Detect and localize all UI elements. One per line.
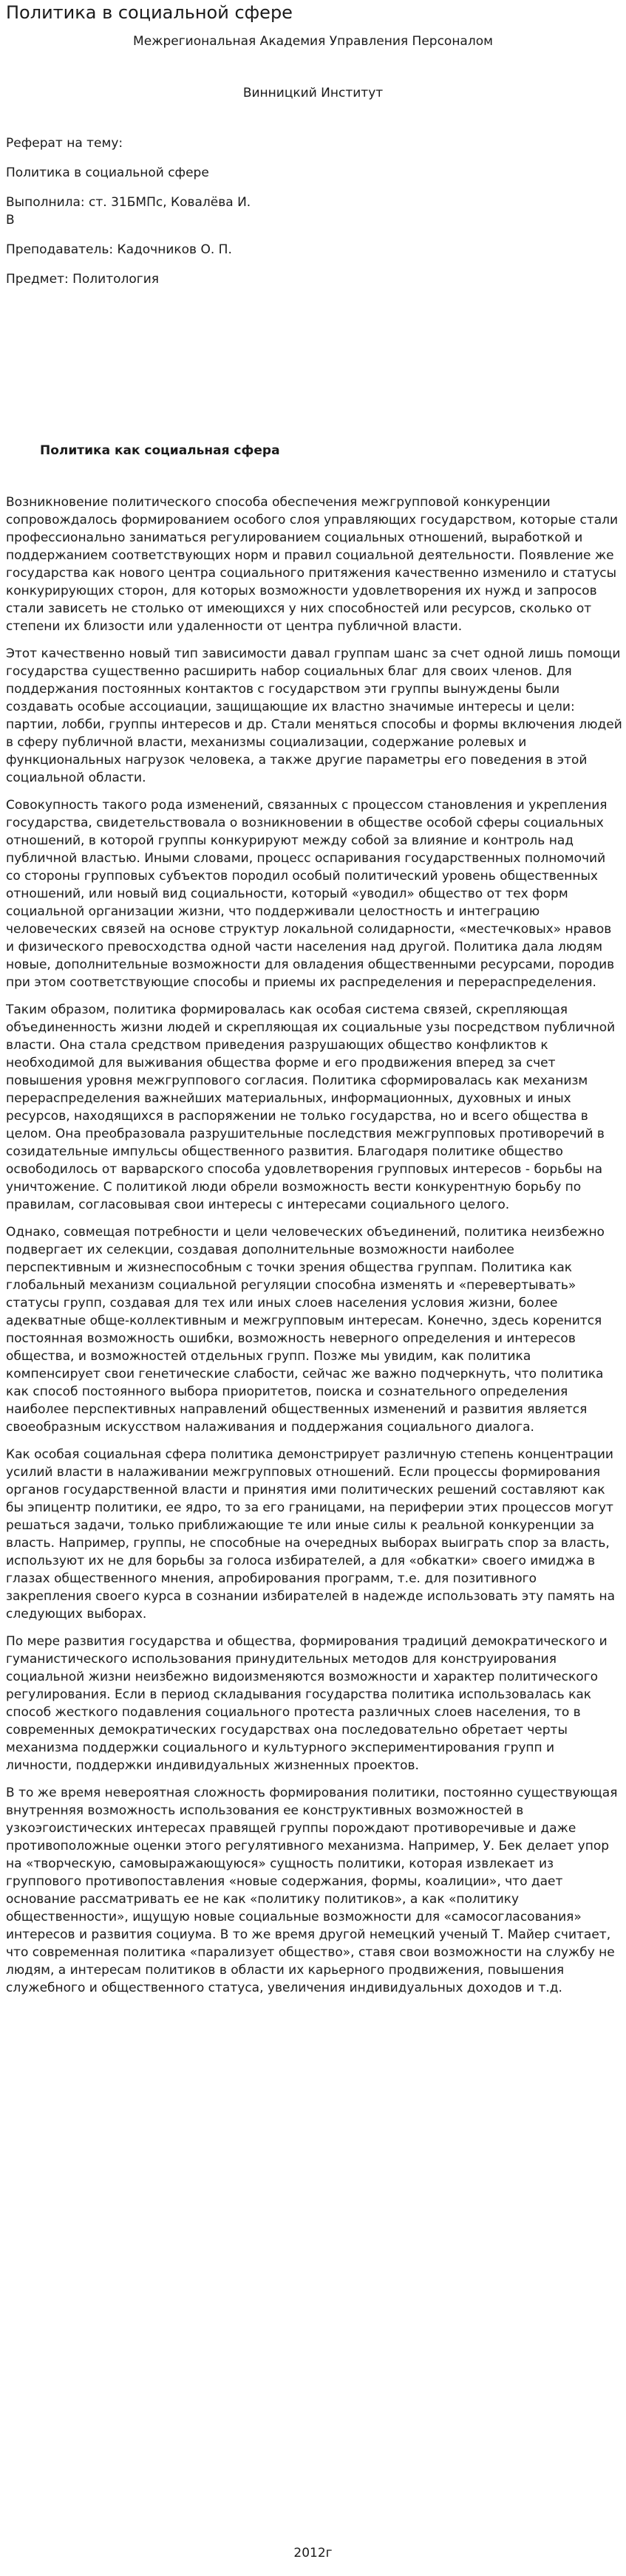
essay-topic: Политика в социальной сфере bbox=[6, 165, 209, 180]
essay-label: Реферат на тему: bbox=[6, 136, 123, 151]
paragraph: Возникновение политического способа обеспечения межгрупповой конкуренции сопровождалось формированием особого слоя управляющих государством, которые стали профессионально заниматься регулированием социальных отношений, выработкой и поддержанием соответствующих норм и правил социальной деятельности. Появление же государства как нового центра социального притяжения качественно изменило и статусы конкурирующих сторон, для которых возможности удовлетворения их нужд и запросов стали зависеть не столько от имеющихся у них способностей или ресурсов, сколько от степени их близости или удаленности от центра публичной власти. bbox=[6, 495, 619, 634]
institution-name: Межрегиональная Академия Управления Персоналом bbox=[133, 34, 493, 49]
teacher-line: Преподаватель: Кадочников О. П. bbox=[6, 242, 232, 257]
paragraph: Однако, совмещая потребности и цели человеческих объединений, политика неизбежно подвергает их селекции, создавая дополнительные возможности наиболее перспективным и жизнеспособным с точки зрения общества группам. Политика как глобальный механизм социальной регуляции способна изменять и «перевертывать» статусы групп, создавая для тех или иных слоев населения условия жизни, более адекватные обще-коллективным и межгрупповым интересам. Конечно, здесь коренится постоянная возможность ошибки, возможность неверного определения и интересов общества, и возможностей отдельных групп. Позже мы увидим, как политика компенсирует свои генетические слабости, сейчас же важно подчеркнуть, что политика как способ постоянного выбора приоритетов, поиска и сознательного определения наиболее перспективных направлений общественных изменений и развития является своеобразным искусством налаживания и поддержания социального диалога. bbox=[6, 1225, 605, 1435]
author-line: Выполнила: ст. 31БМПс, Ковалёва И. bbox=[6, 195, 251, 210]
paragraph: Совокупность такого рода изменений, связанных с процессом становления и укрепления государства, свидетельствовала о возникновении в обществе особой сферы социальных отношений, в которой группы конкурируют между собой за влияние и контроль над публичной властью. Иными словами, процесс оспаривания государственных полномочий со стороны групповых субъектов породил особый политический уровень общественных отношений, или новый вид социальности, который «уводил» общество от тех форм социальной организации жизни, что поддерживали целостность и интеграцию человеческих связей на основе структур локальной солидарности, «местечковых» нравов и физического превосходства одной части населения над другой. Политика дала людям новые, дополнительные возможности для овладения общественными ресурсами, породив при этом соответствующие способы и приемы их распределения и перераспределения. bbox=[6, 798, 615, 990]
paragraph: Таким образом, политика формировалась как особая система связей, скрепляющая объединенность жизни людей и скрепляющая их социальные узы посредством публичной власти. Она стала средством приведения разрушающих общество конфликтов к необходимой для выживания общества форме и его продвижения вперед за счет повышения уровня межгруппового согласия. Политика сформировалась как механизм перераспределения важнейших материальных, информационных, духовных и иных ресурсов, находящихся в распоряжении не только государства, но и всего общества в целом. Она преобразовала разрушительные последствия межгрупповых противоречий в созидательные импульсы общественного развития. Благодаря политике общество освободилось от варварского способа удовлетворения групповых интересов - борьбы на уничтожение. С политикой люди обрели возможность вести конкурентную борьбу по правилам, согласовывая свои интересы с интересами социального целого. bbox=[6, 1002, 616, 1212]
subject-line: Предмет: Политология bbox=[6, 272, 159, 287]
paragraph: Этот качественно новый тип зависимости давал группам шанс за счет одной лишь помощи государства существенно расширить набор социальных благ для своих членов. Для поддержания постоянных контактов с государством эти группы вынуждены были создавать особые ассоциации, защищающие их властно значимые интересы и цели: партии, лобби, группы интересов и др. Стали меняться способы и формы включения людей в сферу публичной власти, механизмы социализации, содержание ролевых и функциональных нагрузок человека, а также другие параметры его поведения в этой социальной области. bbox=[6, 646, 622, 785]
essay-body bbox=[6, 493, 622, 2006]
paragraph: В то же время невероятная сложность формирования политики, постоянно существующая внутренняя возможность использования ее конструктивных возможностей в узкоэгоистических интересах правящей группы порождают противоречивые и даже противоположные оценки этого регулятивного механизма. Например, У. Бек делает упор на «творческую, самовыражающуюся» сущность политики, которая извлекает из группового противопоставления «новые содержания, формы, коалиции», что дает основание рассматривать ее не как «политику политиков», а как «политику общественности», ищущую новые социальные возможности для «самосогласования» интересов и развития социума. В то же время другой немецкий ученый Т. Майер считает, что современная политика «парализует общество», ставя свои возможности на службу не людям, а интересам политиков в области их карьерного продвижения, повышения служебного и общественного статуса, увеличения индивидуальных доходов и т.д. bbox=[6, 1786, 618, 1995]
page-title: Политика в социальной сфере bbox=[6, 2, 293, 23]
section-heading: Политика как социальная сфера bbox=[40, 443, 280, 458]
footer-year: 2012г bbox=[293, 2546, 333, 2560]
paragraph: Как особая социальная сфера политика демонстрирует различную степень концентрации усилий власти в налаживании межгрупповых отношений. Если процессы формирования органов государственной власти и принятия ими политических решений составляют как бы эпицентр политики, ее ядро, то за его границами, на периферии этих процессов могут решаться задачи, только приближающие те или иные силы к реальной конкуренции за власть. Например, группы, не способные на очередных выборах выиграть спор за власть, используют их не для борьбы за голоса избирателей, а для «обкатки» своего имиджа в глазах общественного мнения, апробирования программ, т.е. для позитивного закрепления своего курса в сознании избирателей в надежде использовать эту память на следующих выборах. bbox=[6, 1447, 616, 1622]
paragraph: По мере развития государства и общества, формирования традиций демократического и гуманистического использования принудительных методов для конструирования социальной жизни неизбежно видоизменяются возможности и характер политического регулирования. Если в период складывания государства политика использовалась как способ жесткого подавления социального протеста различных слоев населения, то в современных демократических государствах она последовательно обретает черты механизма поддержки социального и культурного экспериментирования групп и личности, поддержки индивидуальных жизненных проектов. bbox=[6, 1634, 608, 1773]
institute-name: Винницкий Институт bbox=[242, 86, 384, 100]
author-line-continued: В bbox=[6, 213, 15, 228]
